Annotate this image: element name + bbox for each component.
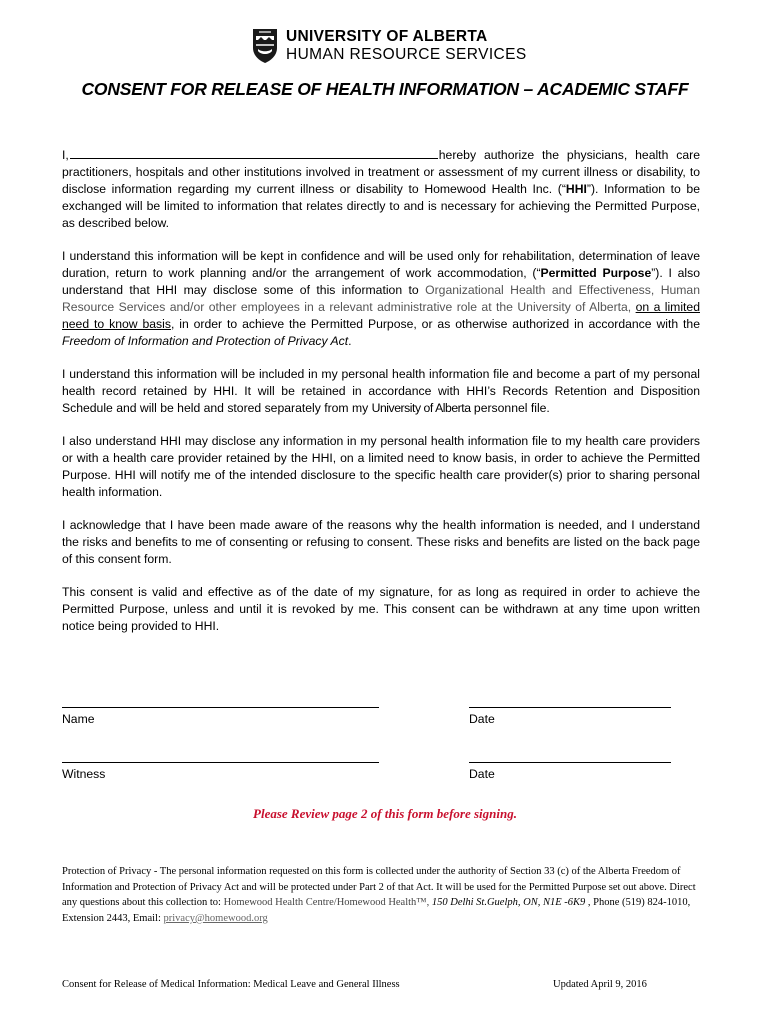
records-text-end: personnel file. xyxy=(470,401,550,415)
form-title: CONSENT FOR RELEASE OF HEALTH INFORMATION – ACADEMIC STAFF xyxy=(81,79,689,99)
name-signature-line[interactable] xyxy=(62,707,379,708)
paragraph-acknowledgement: I acknowledge that I have been made aware of the reasons why the health information is needed, and I understand the risks and benefits to me of consenting or refusing to consent. These risks and benefits are listed on the back page of this consent form. xyxy=(62,518,700,566)
footer-updated-date: Updated April 9, 2016 xyxy=(553,979,647,990)
privacy-contact: , Phone (519) 824-1010, Extension 2443, Email: xyxy=(62,897,691,924)
footer-form-name: Consent for Release of Medical Information: Medical Leave and General Illness xyxy=(62,979,400,990)
university-logo xyxy=(252,28,527,68)
logo-department-name: HUMAN RESOURCE SERVICES xyxy=(286,46,527,63)
hhi-term: HHI xyxy=(565,182,587,196)
authorization-lead: I, xyxy=(62,148,69,162)
privacy-notice xyxy=(62,864,702,926)
name-label: Name xyxy=(62,712,95,726)
privacy-organization: Homewood Health Centre/Homewood Health™, xyxy=(223,897,430,909)
university-name-inline: University of Alberta xyxy=(371,401,471,415)
date-label-1: Date xyxy=(469,712,495,726)
permitted-purpose-term: Permitted Purpose xyxy=(540,266,652,280)
witness-label: Witness xyxy=(62,767,106,781)
authorization-text-end: ”). Information to be exchanged will be limited to information that relates directly to and is necessary for achieving the Permitted Purpose, as described below. xyxy=(62,182,700,230)
need-to-know-basis: on a limited need to know basis xyxy=(62,300,700,331)
confidentiality-text: I understand this information will be kept in confidence and will be used only for rehabilitation, determination of leave duration, return to work planning and/or the arrangement of work accommodation, (“ xyxy=(62,249,700,280)
university-crest-icon xyxy=(252,28,278,64)
witness-signature-line[interactable] xyxy=(62,762,379,763)
privacy-text: Protection of Privacy - The personal information requested on this form is collected under the authority of Section 33 (c) of the Alberta Freedom of Information and Protection of Privacy Act and will be protected under Part 2 of that Act. It will be used for the Permitted Purpose set out above. Direct any questions about this collection to: xyxy=(62,866,696,909)
date-signature-line-1[interactable] xyxy=(469,707,671,708)
paragraph-validity: This consent is valid and effective as of the date of my signature, for as long as required in order to achieve the Permitted Purpose, unless and until it is revoked by me. This consent can be withdrawn at any time upon written notice being provided to HHI. xyxy=(62,585,700,633)
records-text: I understand this information will be included in my personal health information file and become a part of my personal health record retained by HHI. It will be retained in accordance with HHI’s Records Retention and Disposition Schedule and will be held and stored separately from my xyxy=(62,367,700,415)
confidentiality-text-2: ”). I also understand that HHI may disclose some of this information to xyxy=(62,266,700,297)
review-notice: Please Review page 2 of this form before signing. xyxy=(253,806,517,821)
logo-university-name: UNIVERSITY OF ALBERTA xyxy=(286,28,488,45)
confidentiality-text-3: , in order to achieve the Permitted Purpose, or as otherwise authorized in accordance with the xyxy=(170,317,700,331)
consent-body xyxy=(62,146,700,651)
name-blank-field[interactable] xyxy=(70,146,438,159)
confidentiality-text-end: . xyxy=(348,334,352,348)
privacy-address: 150 Delhi St.Guelph, ON, N1E -6K9 xyxy=(429,897,586,909)
paragraph-confidentiality xyxy=(62,248,700,350)
date-label-2: Date xyxy=(469,767,495,781)
paragraph-authorization xyxy=(62,146,700,232)
authorization-text: hereby authorize the physicians, health care practitioners, hospitals and other institutions involved in treatment or assessment of my current illness or disability, to disclose information regarding my current illness or disability to Homewood Health Inc. (“ xyxy=(62,148,700,196)
foip-act-name: Freedom of Information and Protection of Privacy Act xyxy=(62,334,349,348)
paragraph-records xyxy=(62,366,700,417)
privacy-email-link[interactable]: privacy@homewood.org xyxy=(163,912,268,924)
date-signature-line-2[interactable] xyxy=(469,762,671,763)
disclosure-recipients: Organizational Health and Effectiveness, Human Resource Services and/or other employees in a relevant administrative role at the University of Alberta, xyxy=(62,283,700,314)
paragraph-disclosure: I also understand HHI may disclose any information in my personal health information file to my health care providers or with a health care provider retained by the HHI, on a limited need to know basis, in order to achieve the Permitted Purpose. HHI will notify me of the intended disclosure to the specific health care provider(s) prior to sharing personal health information. xyxy=(62,434,700,499)
